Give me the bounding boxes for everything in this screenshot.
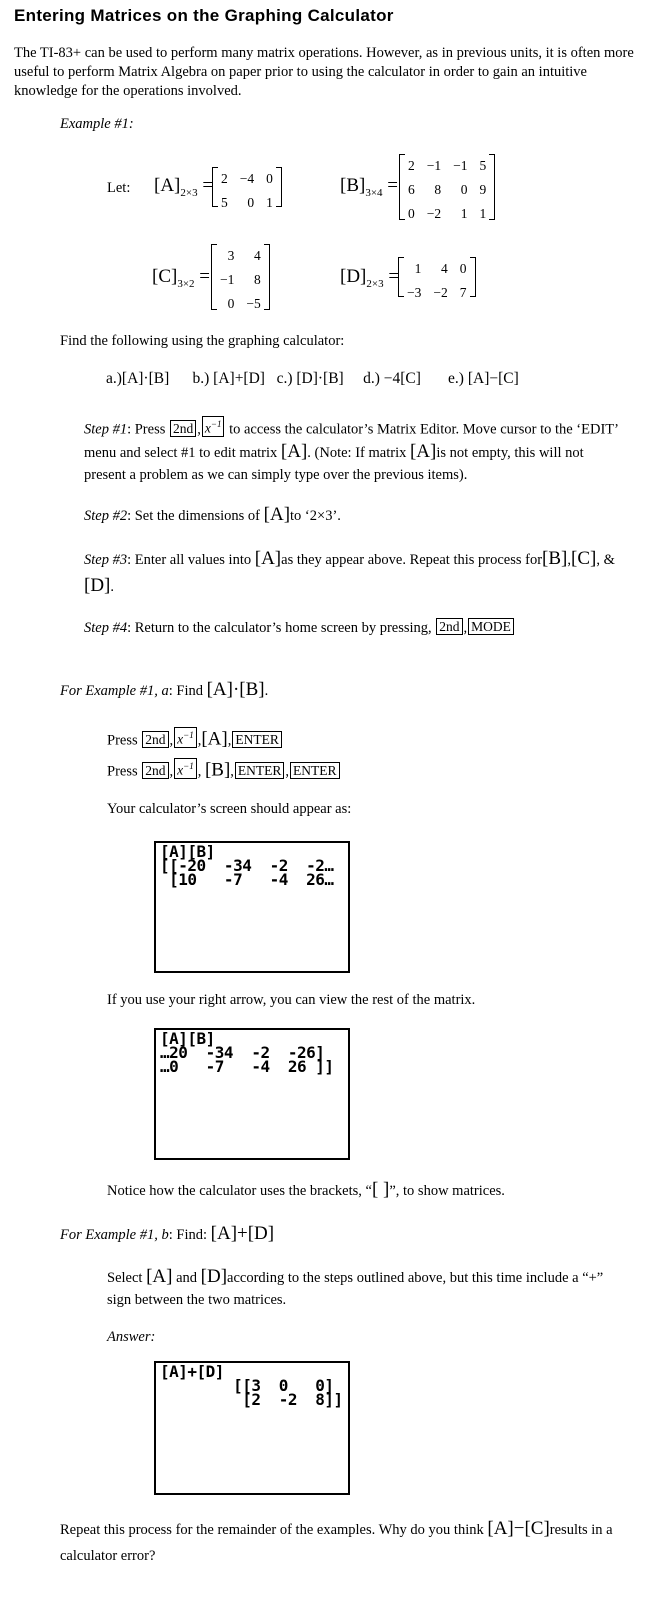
matrix-entry: −4 <box>239 171 255 186</box>
matrix-entry: 0 <box>247 195 255 210</box>
calculator-screen-3: [A]+[D] [[3 0 0] [2 -2 8]] <box>154 1361 350 1495</box>
matrix-entry: 2 <box>221 171 228 186</box>
key-inverse: $x^{-1}$ <box>202 416 225 437</box>
key-inverse: $x^{-1}$ <box>174 727 197 748</box>
page-title: Entering Matrices on the Graphing Calculator <box>14 6 394 25</box>
matrix-entry: 0 <box>266 171 273 186</box>
matrix-c-label: $[C]_{3\times 2}$ = <box>152 266 211 290</box>
matrix-entry: 0 <box>227 296 235 311</box>
matrix-entry: 4 <box>254 248 261 263</box>
matrix-entry: 8 <box>434 182 442 197</box>
screen-intro: Your calculator’s screen should appear as: <box>107 801 352 817</box>
matrix-entry: 9 <box>479 182 487 197</box>
step-3: Step #3: Enter all values into [A]as they appear above. Repeat this process for[B],[C], &[D]. <box>84 548 615 596</box>
matrix-a <box>212 167 282 210</box>
let-label: Let: <box>107 180 131 196</box>
matrix-entry: 4 <box>441 261 448 276</box>
key-2nd: 2nd <box>436 618 462 635</box>
matrix-entry: 5 <box>479 158 487 173</box>
closing-question: Repeat this process for the remainder of the examples. Why do you think [A]−[C]results in a calculator error? <box>60 1518 613 1564</box>
matrix-entry: 5 <box>221 195 228 210</box>
key-2nd: 2nd <box>142 731 168 748</box>
matrix-entry: 8 <box>254 272 261 287</box>
matrix-entry: 0 <box>408 206 415 221</box>
parts-list <box>106 369 519 389</box>
find-prompt: Find the following using the graphing calculator: <box>60 333 345 349</box>
key-2nd: 2nd <box>142 762 168 779</box>
intro-paragraph: The TI-83+ can be used to perform many matrix operations. However, as in previous units, it is often more useful to perform Matrix Algebra on paper prior to using the calculator in order to gain an intuitive knowledge for the operations involved. <box>14 45 634 99</box>
matrix-a-label: $[A]_{2\times 3}$ = <box>154 175 214 199</box>
example-label: Example #1: <box>60 116 134 132</box>
step-2: Step #2: Set the dimensions of [A]to ‘2×3’. <box>84 504 341 525</box>
press-line-1: Press 2nd , $x^{-1}$ ,[A], ENTER <box>107 727 283 751</box>
key-inverse: $x^{-1}$ <box>174 758 197 779</box>
matrix-entry: −1 <box>220 272 235 287</box>
key-mode: MODE <box>468 618 514 635</box>
matrix-entry: 2 <box>408 158 415 173</box>
matrix-entry: −5 <box>246 296 261 311</box>
matrix-b <box>399 154 495 220</box>
matrix-entry: −1 <box>453 158 468 173</box>
matrix-entry: −1 <box>426 158 442 173</box>
part-e: e.) [A]−[C] <box>448 370 519 387</box>
key-enter: ENTER <box>235 762 285 779</box>
step-1: Step #1: Press 2nd , $x^{-1}$ to access the calculator’s Matrix Editor. Move cursor to the ‘EDIT’ menu and select #1 to edit matrix [A]. (Note: If matrix [A]is not empty, this will not present a problem as we can simply type over the previous items). <box>84 416 624 486</box>
brackets-note: Notice how the calculator uses the brackets, “[ ]”, to show matrices. <box>107 1179 505 1200</box>
key-enter: ENTER <box>232 731 282 748</box>
for-example-b: For Example #1, b: Find: [A]+[D] <box>60 1223 275 1244</box>
select-instruction: Select [A] and [D]according to the steps outlined above, but this time include a “+” sign between the two matrices. <box>107 1266 604 1308</box>
key-2nd: 2nd <box>170 420 196 437</box>
matrix-entry: 7 <box>459 285 467 300</box>
matrix-entry: −2 <box>426 206 442 221</box>
key-enter: ENTER <box>290 762 340 779</box>
calculator-screen-1: [A][B] [[-20 -34 -2 -2… [10 -7 -4 26… <box>154 841 350 973</box>
matrix-entry: 1 <box>266 195 273 210</box>
part-b: b.) [A]+[D] <box>192 370 265 387</box>
step-4: Step #4: Return to the calculator’s home screen by pressing, 2nd , MODE <box>84 618 515 638</box>
matrix-d <box>398 257 476 300</box>
matrix-entry: 3 <box>227 248 235 263</box>
press-line-2: Press 2nd , $x^{-1}$ , [B], ENTER , ENTER <box>107 758 341 782</box>
matrix-d-label: $[D]_{2\times 3}$ = <box>340 266 400 290</box>
for-example-a: For Example #1, a: Find [A]·[B]. <box>60 679 269 700</box>
calculator-screen-2: [A][B] …20 -34 -2 -26] …0 -7 -4 26 ]] <box>154 1028 350 1160</box>
matrix-c <box>211 244 270 310</box>
matrix-entry: 1 <box>414 261 422 276</box>
answer-label: Answer: <box>107 1329 156 1345</box>
matrix-entry: −2 <box>433 285 448 300</box>
matrix-b-label: $[B]_{3\times 4}$ = <box>340 175 399 199</box>
part-c: c.) [D]·[B] <box>276 370 344 387</box>
right-arrow-note: If you use your right arrow, you can view the rest of the matrix. <box>107 992 476 1008</box>
matrix-entry: −3 <box>407 285 422 300</box>
matrix-entry: 0 <box>459 261 467 276</box>
matrix-entry: 6 <box>408 182 415 197</box>
matrix-entry: 1 <box>460 206 468 221</box>
part-a: a.)[A]·[B] <box>106 370 170 387</box>
matrix-entry: 0 <box>460 182 468 197</box>
part-d: d.) −4[C] <box>363 370 421 387</box>
matrix-entry: 1 <box>479 206 487 221</box>
